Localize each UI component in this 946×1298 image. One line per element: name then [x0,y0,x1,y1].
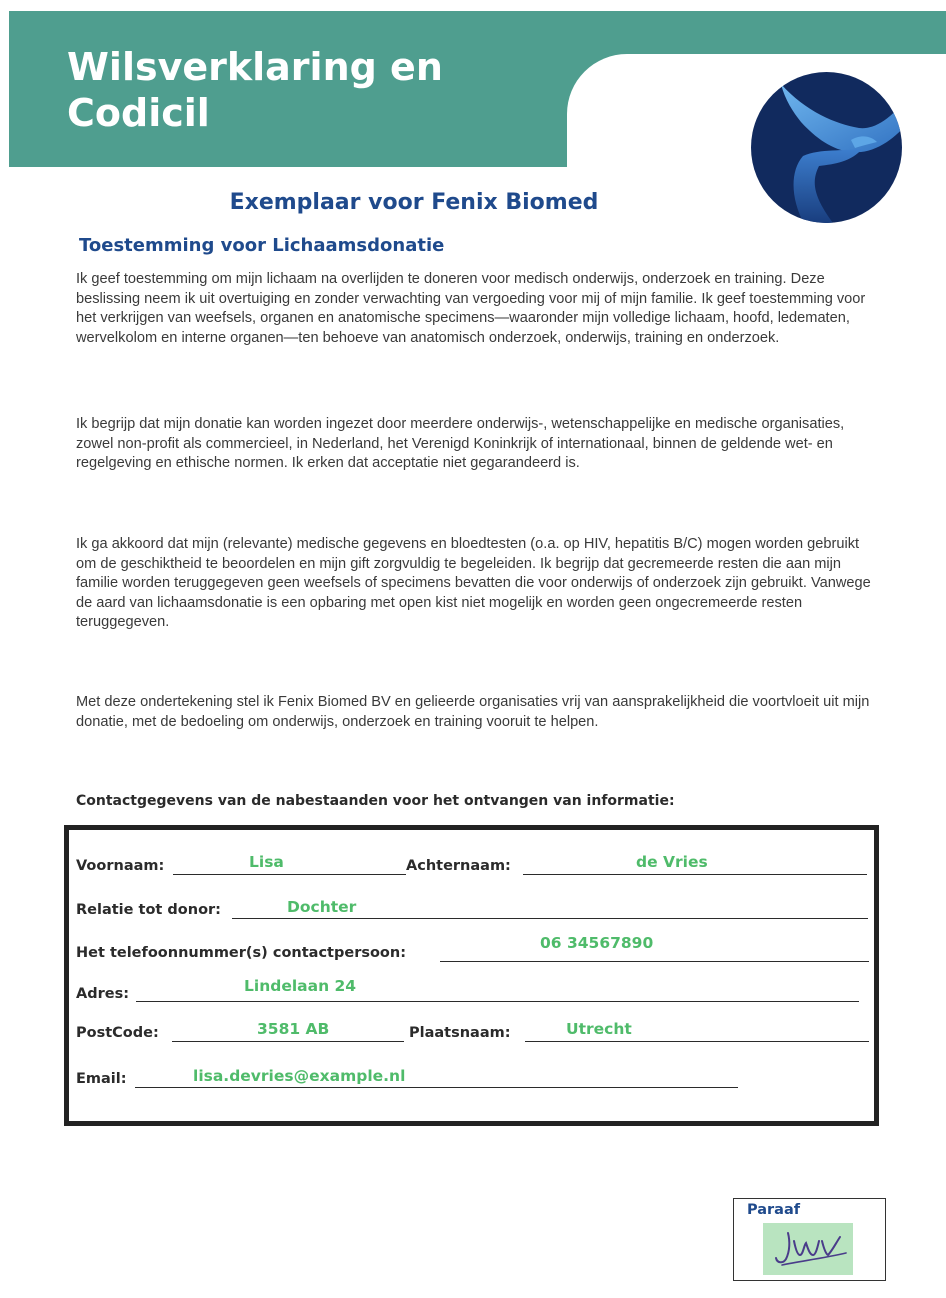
document-title [67,44,547,136]
voornaam-label: Voornaam: [76,858,165,874]
achternaam-label: Achternaam: [406,858,511,874]
paraaf-label: Paraaf [747,1202,801,1218]
signature-icon [770,1225,850,1271]
telefoon-field[interactable]: 06 34567890 [540,934,654,952]
email-label: Email: [76,1071,127,1087]
consent-paragraph-4: Met deze ondertekening stel ik Fenix Biomed BV en gelieerde organisaties vrij van aansprakelijkheid die voortvloeit uit mijn donatie, met de bedoeling om onderwijs, onderzoek en training vooruit te helpen. [76,694,870,730]
adres-line [136,1001,859,1002]
contact-heading: Contactgegevens van de nabestaanden voor het ontvangen van informatie: [76,793,675,809]
telefoon-label: Het telefoonnummer(s) contactpersoon: [76,945,407,961]
consent-paragraph-1: Ik geef toestemming om mijn lichaam na overlijden te doneren voor medisch onderwijs, onderzoek en training. Deze beslissing neem ik uit overtuiging en zonder verwachting van vergoeding voor mij of mijn familie. Ik geef toestemming voor het verkrijgen van weefsels, organen en anatomische specimens—waaronder mijn volledige lichaam, hoofd, ledematen, wervelkolom en interne organen—ten behoeve van anatomisch onderzoek, onderwijs, training en onderzoek. [76,271,866,346]
adres-field[interactable]: Lindelaan 24 [244,977,357,995]
email-field[interactable]: lisa.devries@example.nl [193,1067,406,1085]
voornaam-field[interactable]: Lisa [249,853,284,871]
relatie-field[interactable]: Dochter [287,898,357,916]
relatie-line [232,918,868,919]
consent-paragraph-2: Ik begrijp dat mijn donatie kan worden ingezet door meerdere onderwijs-, wetenschappelijke en medische organisaties, zowel non-profit als commercieel, in Nederland, het Verenigd Koninkrijk of internationaal, binnen de geldende wet- en regelgeving en ethische normen. Ik erken dat acceptatie niet gegarandeerd is. [76,416,845,471]
adres-label: Adres: [76,986,130,1002]
plaatsnaam-field[interactable]: Utrecht [566,1020,632,1038]
email-line [135,1087,738,1088]
plaatsnaam-line [525,1041,869,1042]
voornaam-line [173,874,406,875]
document-title-line1: Wilsverklaring en [67,45,443,89]
paraaf-initials-signature [770,1225,850,1278]
plaatsnaam-label: Plaatsnaam: [409,1025,511,1041]
section-heading: Toestemming voor Lichaamsdonatie [79,235,445,256]
postcode-field[interactable]: 3581 AB [257,1020,330,1038]
telefoon-line [440,961,869,962]
achternaam-line [523,874,867,875]
postcode-label: PostCode: [76,1025,159,1041]
postcode-line [172,1041,404,1042]
relatie-label: Relatie tot donor: [76,902,221,918]
achternaam-field[interactable]: de Vries [636,853,708,871]
consent-paragraph-3: Ik ga akkoord dat mijn (relevante) medische gegevens en bloedtesten (o.a. op HIV, hepatitis B/C) mogen worden gebruikt om de geschiktheid te beoordelen en mijn gift zorgvuldig te begeleiden. Ik begrijp dat gecremeerde resten die aan mijn familie worden teruggegeven geen weefsels of specimens bevatten die voor onderwijs of onderzoek zijn gebruikt. Vanwege de aard van lichaamsdonatie is een opbaring met open kist niet mogelijk en worden geen ongecremeerde resten teruggegeven. [76,536,871,630]
document-subtitle: Exemplaar voor Fenix Biomed [229,190,599,215]
document-title-line2: Codicil [67,91,210,135]
